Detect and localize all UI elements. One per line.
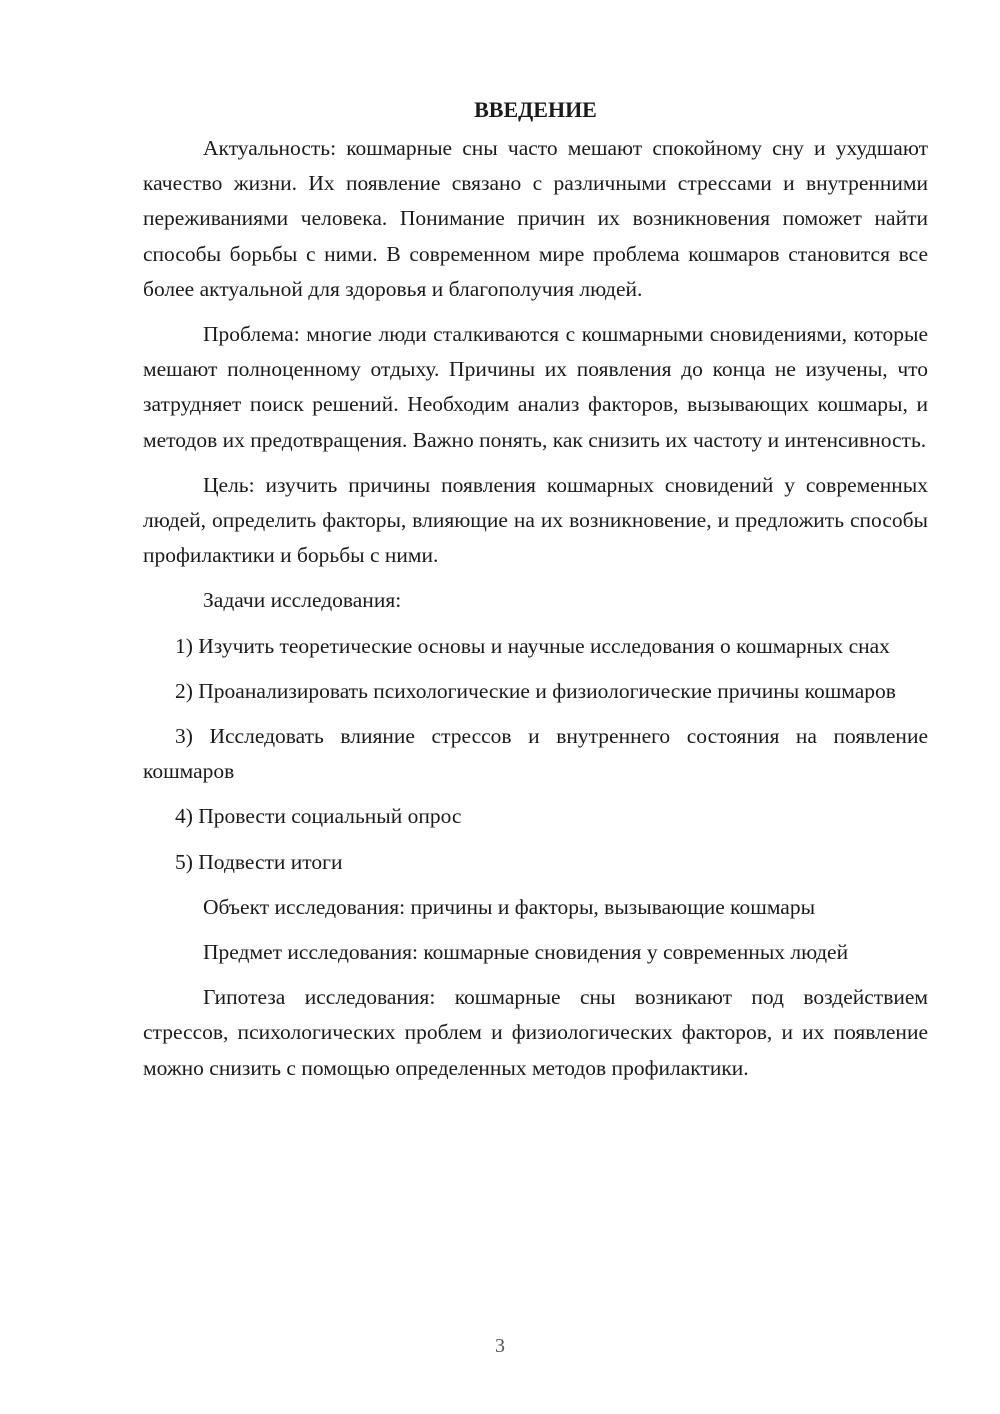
relevance-paragraph: Актуальность: кошмарные сны часто мешают спокойному сну и ухудшают качество жизни. Их появление связано с различными стрессами и внутренними переживаниями человека. Понимание причин их возникновения поможет найти способы борьбы с ними. В современном мире проблема кошмаров становится все более актуальной для здоровья и благополучия людей. [143,136,928,301]
page-number: 3 [495,1335,505,1357]
subject-paragraph: Предмет исследования: кошмарные сновидения у современных людей [203,940,849,965]
list-item: 1) Изучить теоретические основы и научные исследования о кошмарных снах [175,633,890,658]
document-page [143,95,928,1096]
object-paragraph: Объект исследования: причины и факторы, вызывающие кошмары [203,894,816,919]
list-item: 3) Исследовать влияние стрессов и внутреннего состояния на появление кошмаров [143,724,928,784]
list-item: 2) Проанализировать психологические и физиологические причины кошмаров [175,678,896,703]
list-item: 4) Провести социальный опрос [175,804,462,829]
problem-paragraph: Проблема: многие люди сталкиваются с кошмарными сновидениями, которые мешают полноценному отдыху. Причины их появления до конца не изучены, что затрудняет поиск решений. Необходим анализ факторов, вызывающих кошмары, и методов их предотвращения. Важно понять, как снизить их частоту и интенсивность. [143,322,928,452]
goal-paragraph: Цель: изучить причины появления кошмарных сновидений у современных людей, определить факторы, влияющие на их возникновение, и предложить способы профилактики и борьбы с ними. [143,472,928,568]
tasks-title: Задачи исследования: [203,588,402,613]
list-item: 5) Подвести итоги [175,849,343,874]
hypothesis-paragraph: Гипотеза исследования: кошмарные сны возникают под воздействием стрессов, психологических проблем и физиологических факторов, и их появление можно снизить с помощью определенных методов профилактики. [143,985,928,1080]
tasks-list [143,629,928,880]
section-heading: ВВЕДЕНИЕ [474,97,597,122]
